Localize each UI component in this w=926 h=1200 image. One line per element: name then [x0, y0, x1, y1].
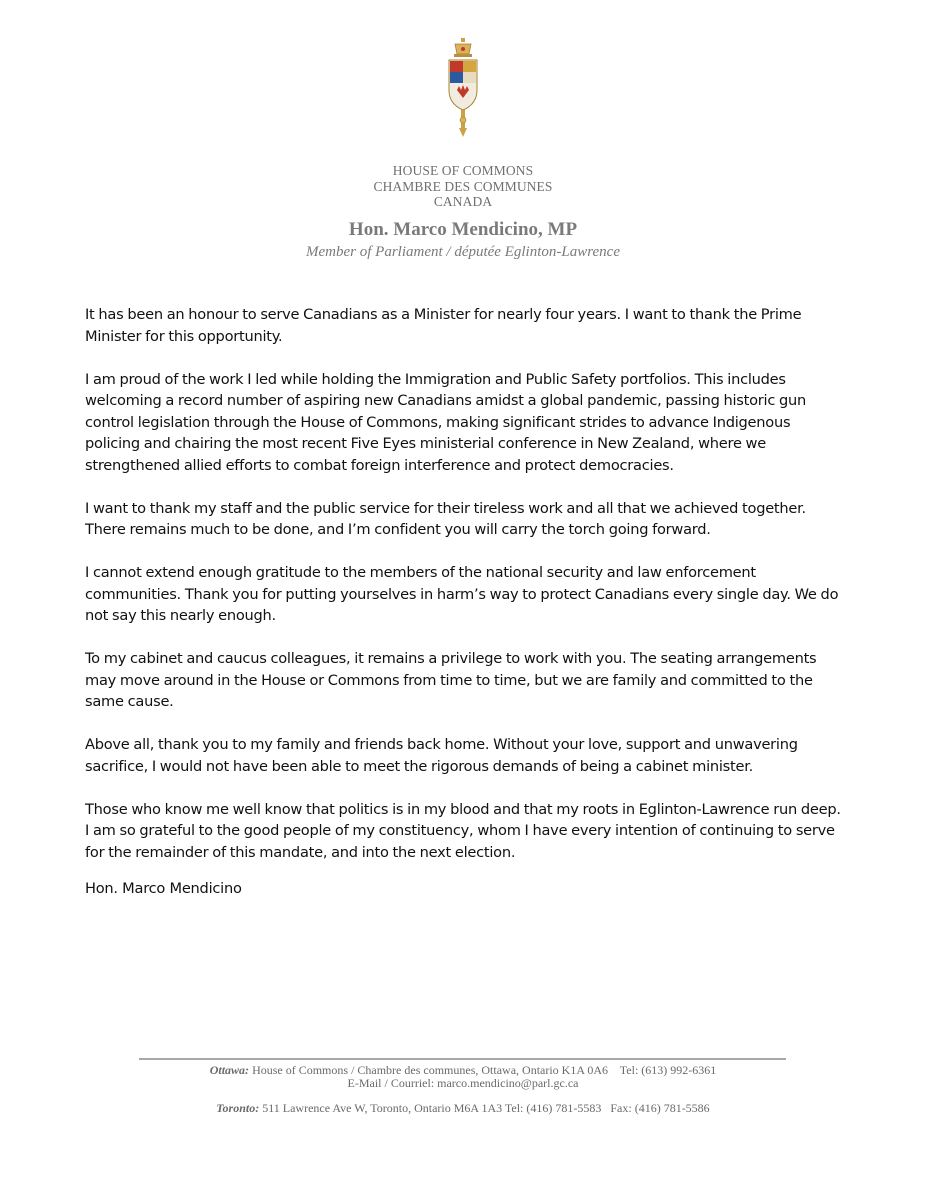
letterhead-line-canada: CANADA: [433, 194, 493, 209]
footer-divider: [139, 1058, 786, 1060]
letter-paragraph: Those who know me well know that politics is in my blood and that my roots in Eglinton-Lawrence run deep. I am so grateful to the good people of my constituency, whom I have every intention of continuing to serve for the remainder of this mandate, and into the next election.: [85, 800, 841, 861]
footer-toronto-line: [0, 1102, 926, 1115]
footer-email-line: E-Mail / Courriel: marco.mendicino@parl.gc.ca: [347, 1076, 579, 1090]
letter-paragraph: I want to thank my staff and the public service for their tireless work and all that we achieved together. There remains much to be done, and I’m confident you will carry the torch going forward.: [85, 499, 806, 538]
footer-toronto-label: Toronto:: [216, 1101, 260, 1115]
letter-body: [85, 304, 845, 885]
letterhead-line-house-of-commons: HOUSE OF COMMONS: [392, 163, 534, 178]
letter-paragraph: I cannot extend enough gratitude to the members of the national security and law enforcement communities. Thank you for putting yourselves in harm’s way to protect Canadians every single day. We do not say this nearly enough.: [85, 564, 839, 624]
letterhead-line-chambre-des-communes: CHAMBRE DES COMMUNES: [373, 179, 553, 194]
mp-name: Hon. Marco Mendicino, MP: [348, 219, 578, 240]
letter-paragraph: It has been an honour to serve Canadians as a Minister for nearly four years. I want to thank the Prime Minister for this opportunity.: [85, 306, 802, 345]
footer-toronto-text: 511 Lawrence Ave W, Toronto, Ontario M6A 1A3 Tel: (416) 781-5583 Fax: (416) 781-5586: [259, 1101, 710, 1115]
footer-ottawa-text: House of Commons / Chambre des communes, Ottawa, Ontario K1A 0A6 Tel: (613) 992-6361: [249, 1063, 717, 1077]
mp-role: Member of Parliament / députée Eglinton-Lawrence: [306, 244, 620, 260]
letter-signoff: Hon. Marco Mendicino: [85, 880, 242, 897]
letter-paragraph: To my cabinet and caucus colleagues, it remains a privilege to work with you. The seating arrangements may move around in the House or Commons from time to time, but we are family and committed to the same cause.: [85, 650, 817, 710]
footer-ottawa-label: Ottawa:: [209, 1063, 250, 1077]
house-of-commons-crest-icon: [441, 38, 485, 138]
letter-paragraph: I am proud of the work I led while holding the Immigration and Public Safety portfolios. This includes welcoming a record number of aspiring new Canadians amidst a global pandemic, passing historic gun control legislation through the House of Commons, making significant strides to advance Indigenous policing and chairing the most recent Five Eyes ministerial conference in New Zealand, where we strengthened allied efforts to combat foreign interference and protect democracies.: [85, 370, 807, 474]
letter-paragraph: Above all, thank you to my family and friends back home. Without your love, support and unwavering sacrifice, I would not have been able to meet the rigorous demands of being a cabinet minister.: [85, 736, 798, 775]
